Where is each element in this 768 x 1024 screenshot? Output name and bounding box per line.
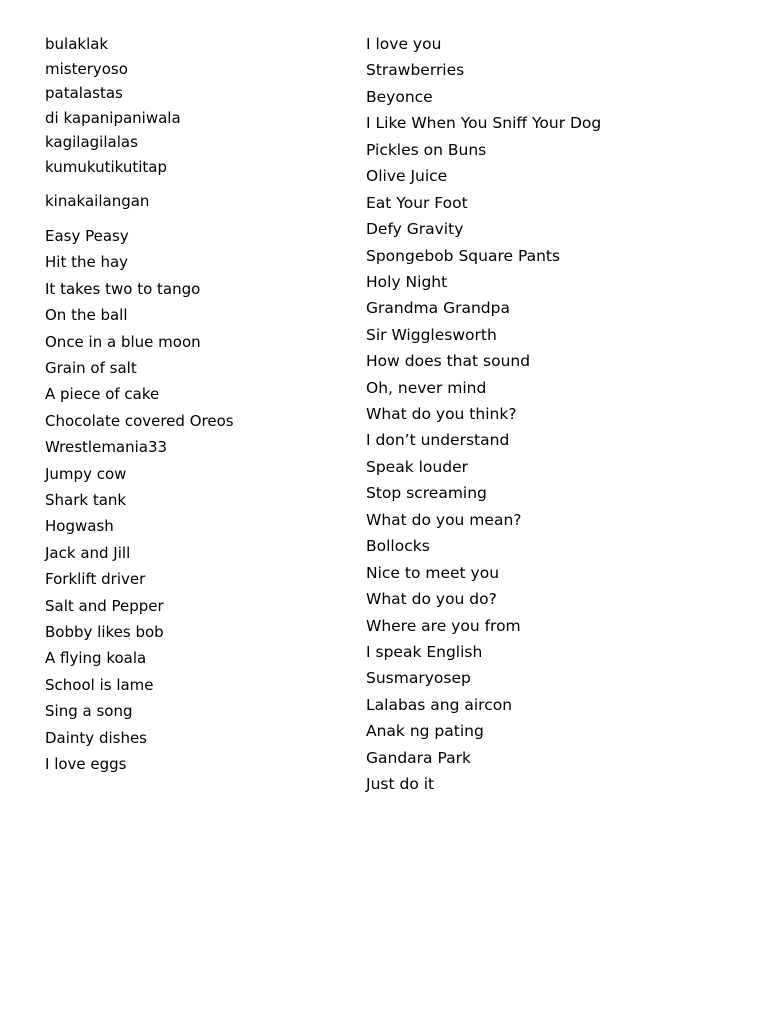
list-item: Jumpy cow [45,465,127,483]
list-item: di kapanipaniwala [45,109,181,127]
list-item: Forklift driver [45,570,146,588]
list-item: I love you [366,35,442,53]
list-item: Holy Night [366,273,448,291]
list-item: misteryoso [45,60,128,78]
list-item: Bobby likes bob [45,623,164,641]
list-item: Strawberries [366,61,465,79]
list-item: Grain of salt [45,359,137,377]
list-item: What do you think? [366,405,517,423]
list-item: School is lame [45,676,154,694]
list-item: Speak louder [366,458,468,476]
list-item: Chocolate covered Oreos [45,412,234,430]
list-item: Pickles on Buns [366,141,487,159]
list-item: I don’t understand [366,431,510,449]
list-item: Hogwash [45,517,114,535]
list-item: Hit the hay [45,253,129,271]
list-item: Dainty dishes [45,729,147,747]
list-item: Salt and Pepper [45,597,164,615]
list-item: Jack and Jill [45,544,131,562]
list-item: Spongebob Square Pants [366,247,561,265]
list-item: Sir Wigglesworth [366,326,497,344]
list-item: kinakailangan [45,192,150,210]
list-item: Susmaryosep [366,669,471,687]
list-item: Where are you from [366,617,521,635]
list-item: Bollocks [366,537,430,555]
list-item: On the ball [45,306,128,324]
list-item: bulaklak [45,35,109,53]
list-item: Easy Peasy [45,227,129,245]
list-item: Wrestlemania33 [45,438,168,456]
list-item: Anak ng pating [366,722,484,740]
list-item: Grandma Grandpa [366,299,510,317]
list-item: kumukutikutitap [45,158,168,176]
list-item: Just do it [366,775,435,793]
list-item: Shark tank [45,491,127,509]
list-item: I love eggs [45,755,127,773]
list-item: Defy Gravity [366,220,464,238]
list-item: A flying koala [45,649,147,667]
list-item: What do you do? [366,590,497,608]
list-item: kagilagilalas [45,133,138,151]
list-item: Beyonce [366,88,433,106]
list-item: Sing a song [45,702,133,720]
list-item: I speak English [366,643,483,661]
list-item: Gandara Park [366,749,471,767]
list-item: Olive Juice [366,167,448,185]
list-item: What do you mean? [366,511,522,529]
list-item: It takes two to tango [45,280,201,298]
list-item: Once in a blue moon [45,333,201,351]
list-item: Eat Your Foot [366,194,468,212]
list-item: patalastas [45,84,123,102]
list-item: Nice to meet you [366,564,500,582]
list-item: Lalabas ang aircon [366,696,513,714]
list-item: How does that sound [366,352,531,370]
list-item: A piece of cake [45,385,160,403]
list-item: Oh, never mind [366,379,487,397]
list-item: Stop screaming [366,484,487,502]
list-item: I Like When You Sniff Your Dog [366,114,602,132]
